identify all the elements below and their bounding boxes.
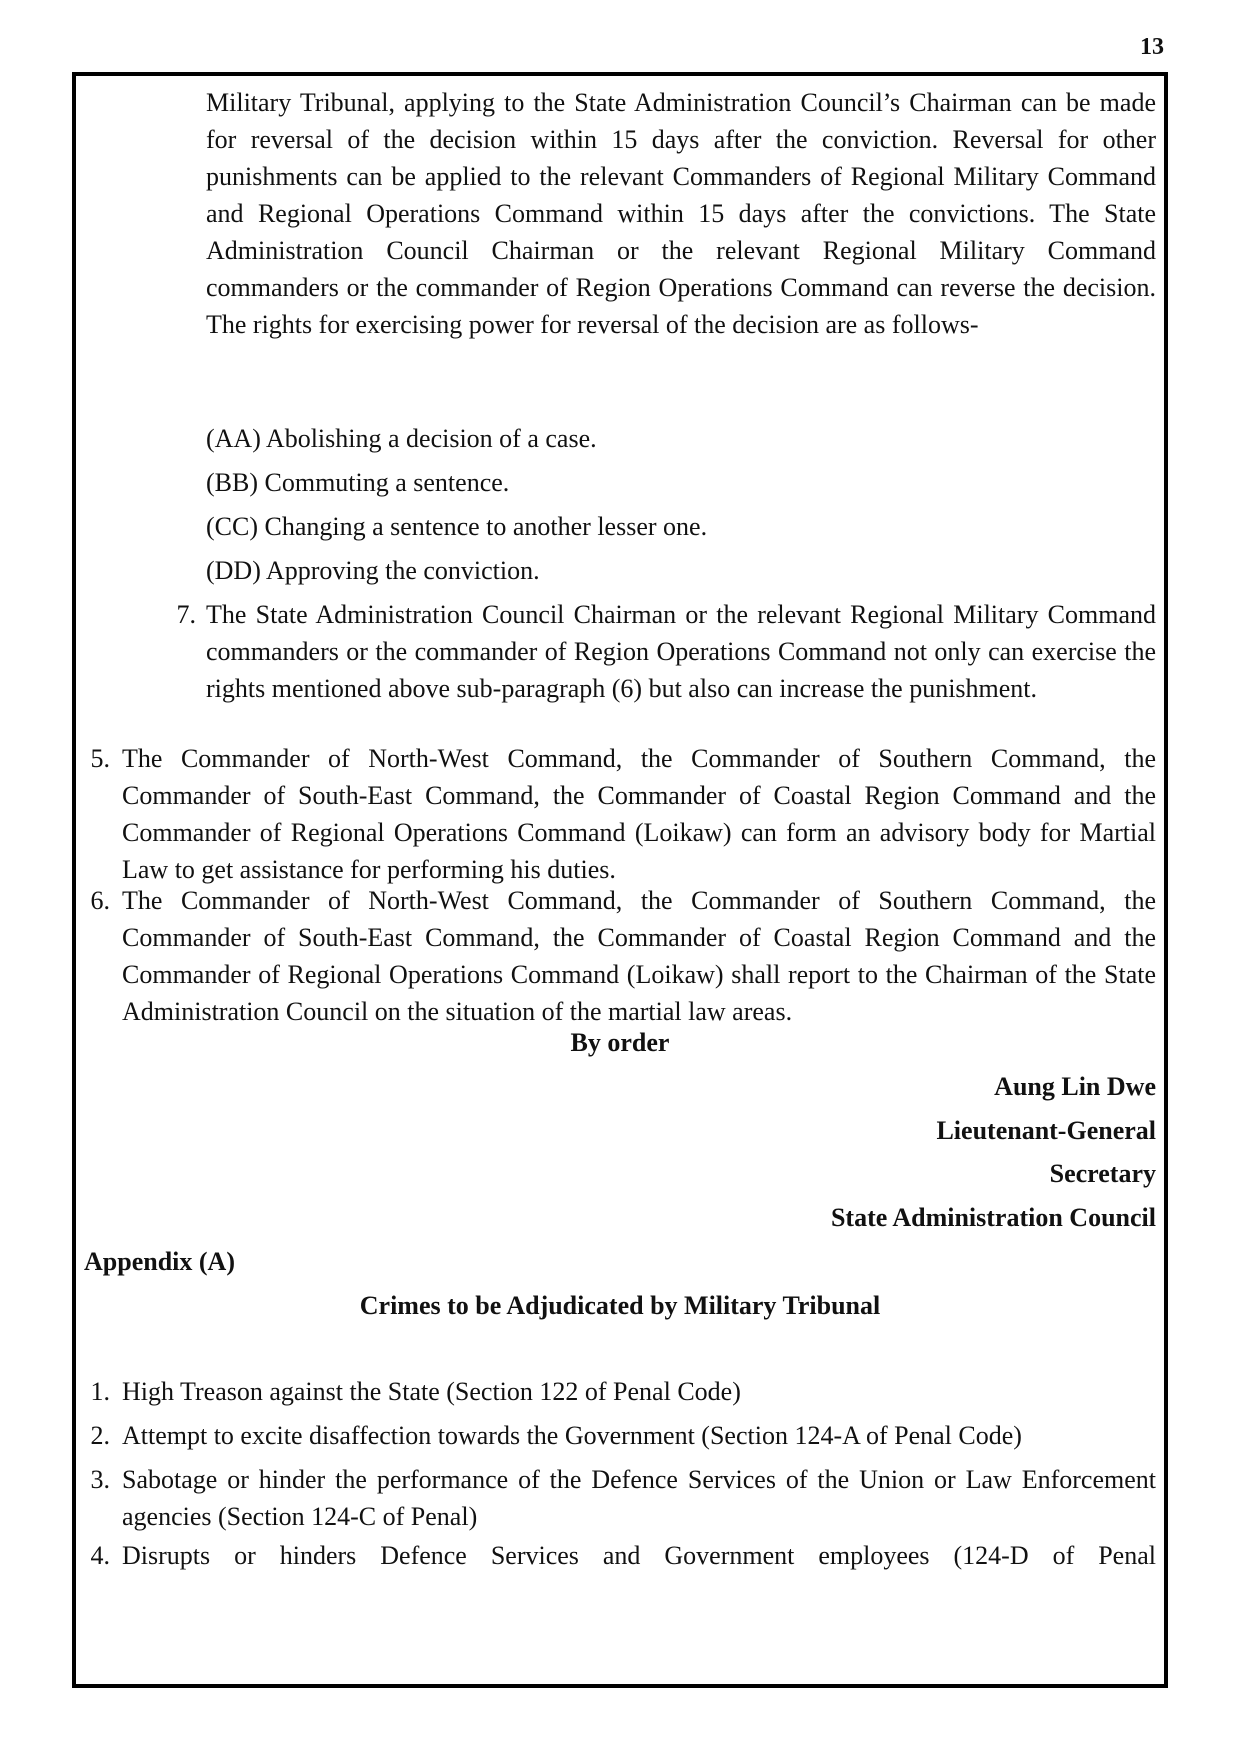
page-frame — [72, 72, 1168, 1688]
item-text: Disrupts or hinders Defence Services and Government employees (124-D of Penal — [122, 1541, 1156, 1570]
item-number: 7. — [176, 600, 196, 629]
item-text: The State Administration Council Chairman or the relevant Regional Military Command commanders or the commander of Region Operations Command not only can exercise the rights mentioned above sub-paragraph (6) but also can increase the punishment. — [206, 600, 1156, 703]
appendix-item-2 — [90, 1417, 1156, 1454]
appendix-label: Appendix (A) — [84, 1247, 235, 1276]
item-number: 6. — [90, 886, 110, 915]
appendix-title: Crimes to be Adjudicated by Military Tribunal — [359, 1291, 881, 1320]
item-6 — [90, 882, 1156, 1030]
appendix-item-3 — [90, 1461, 1156, 1535]
item-number: 3. — [90, 1465, 110, 1494]
item-text: High Treason against the State (Section 122 of Penal Code) — [122, 1377, 741, 1406]
item-number: 2. — [90, 1421, 110, 1450]
appendix-item-4 — [90, 1537, 1156, 1574]
sub-item-dd: (DD) Approving the conviction. — [206, 556, 540, 585]
item-text: Attempt to excite disaffection towards the Government (Section 124-A of Penal Code) — [122, 1421, 1022, 1450]
signatory-organization: State Administration Council — [830, 1203, 1156, 1232]
signatory-rank: Lieutenant-General — [936, 1116, 1156, 1145]
item-number: 1. — [90, 1377, 110, 1406]
page-number: 13 — [1140, 34, 1164, 60]
signatory-position: Secretary — [1049, 1159, 1156, 1188]
document-content — [76, 76, 1164, 1684]
item-5 — [90, 740, 1156, 888]
item-text: The Commander of North-West Command, the Commander of Southern Command, the Commander of South-East Command, the Commander of Coastal Region Command and the Commander of Regional Operations Command (Loikaw) can form an advisory body for Martial Law to get assistance for performing his duties. — [122, 744, 1156, 884]
sub-item-bb: (BB) Commuting a sentence. — [206, 468, 510, 497]
appendix-item-1 — [90, 1373, 1156, 1410]
item-text: The Commander of North-West Command, the Commander of Southern Command, the Commander of South-East Command, the Commander of Coastal Region Command and the Commander of Regional Operations Command (Loikaw) shall report to the Chairman of the State Administration Council on the situation of the martial law areas. — [122, 886, 1156, 1026]
item-text: Sabotage or hinder the performance of the Defence Services of the Union or Law Enforcement agencies (Section 124-C of Penal) — [122, 1465, 1156, 1531]
sub-item-cc: (CC) Changing a sentence to another lesser one. — [206, 512, 708, 541]
item-number: 5. — [90, 744, 110, 773]
signatory-name: Aung Lin Dwe — [994, 1072, 1156, 1101]
item-number: 4. — [90, 1541, 110, 1570]
by-order: By order — [570, 1028, 670, 1057]
sub-item-aa: (AA) Abolishing a decision of a case. — [206, 424, 597, 453]
continuation-paragraph: Military Tribunal, applying to the State Administration Council’s Chairman can be made for reversal of the decision within 15 days after the conviction. Reversal for other punishments can be applied to the relevant Commanders of Regional Military Command and Regional Operations Command within 15 days after the convictions. The State Administration Council Chairman or the relevant Regional Military Command commanders or the commander of Region Operations Command can reverse the decision. The rights for exercising power for reversal of the decision are as follows- — [206, 88, 1156, 339]
item-7 — [176, 596, 1156, 707]
